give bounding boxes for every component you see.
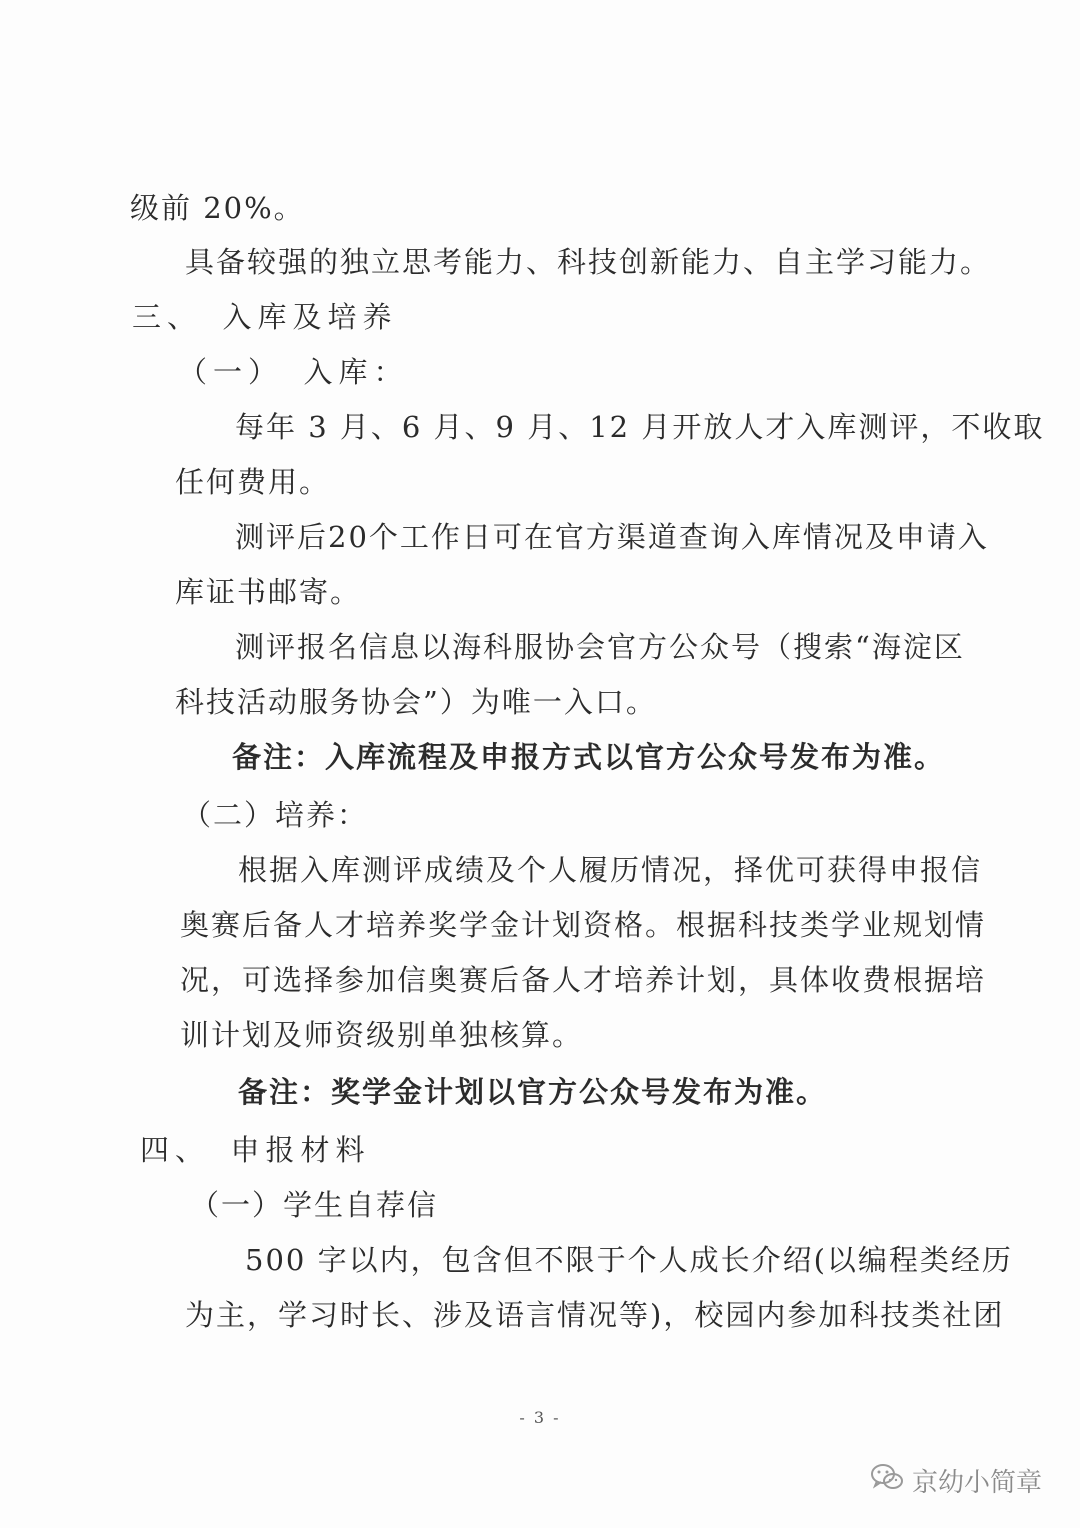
text-line: 500 字以内，包含但不限于个人成长介绍(以编程类经历 <box>245 1243 1013 1277</box>
text-line: 任何费用。 <box>175 465 331 499</box>
subsection-heading: （一）学生自荐信 <box>190 1188 439 1222</box>
page-number: - 3 - <box>519 1408 561 1427</box>
watermark-text: 京幼小简章 <box>912 1467 1043 1498</box>
wechat-icon <box>870 1462 904 1499</box>
text-line: 库证书邮寄。 <box>175 575 362 609</box>
subsection-heading: （一） 入库： <box>178 355 409 389</box>
text-line: 训计划及师资级别单独核算。 <box>180 1018 584 1052</box>
section-heading: 三、 入库及培养 <box>132 300 398 334</box>
text-line: 每年 3 月、6 月、9 月、12 月开放人才入库测评，不收取 <box>235 410 1045 444</box>
text-line: 奥赛后备人才培养奖学金计划资格。根据科技类学业规划情 <box>180 908 987 942</box>
text-line: 具备较强的独立思考能力、科技创新能力、自主学习能力。 <box>185 245 992 279</box>
watermark <box>870 1460 1042 1500</box>
text-line: 况，可选择参加信奥赛后备人才培养计划，具体收费根据培 <box>180 963 987 997</box>
note-line: 备注：入库流程及申报方式以官方公众号发布为准。 <box>232 740 946 774</box>
text-line: 根据入库测评成绩及个人履历情况，择优可获得申报信 <box>238 853 983 887</box>
text-line: 为主，学习时长、涉及语言情况等)，校园内参加科技类社团 <box>185 1298 1005 1332</box>
subsection-heading: （二）培养： <box>182 798 369 832</box>
section-heading: 四、 申报材料 <box>140 1133 371 1167</box>
text-line: 测评后20个工作日可在官方渠道查询入库情况及申请入 <box>235 520 989 554</box>
text-line: 测评报名信息以海科服协会官方公众号（搜索“海淀区 <box>235 630 965 664</box>
text-line: 科技活动服务协会”）为唯一入口。 <box>175 685 657 719</box>
note-line: 备注：奖学金计划以官方公众号发布为准。 <box>238 1075 828 1109</box>
text-line: 级前 20%。 <box>130 191 305 225</box>
